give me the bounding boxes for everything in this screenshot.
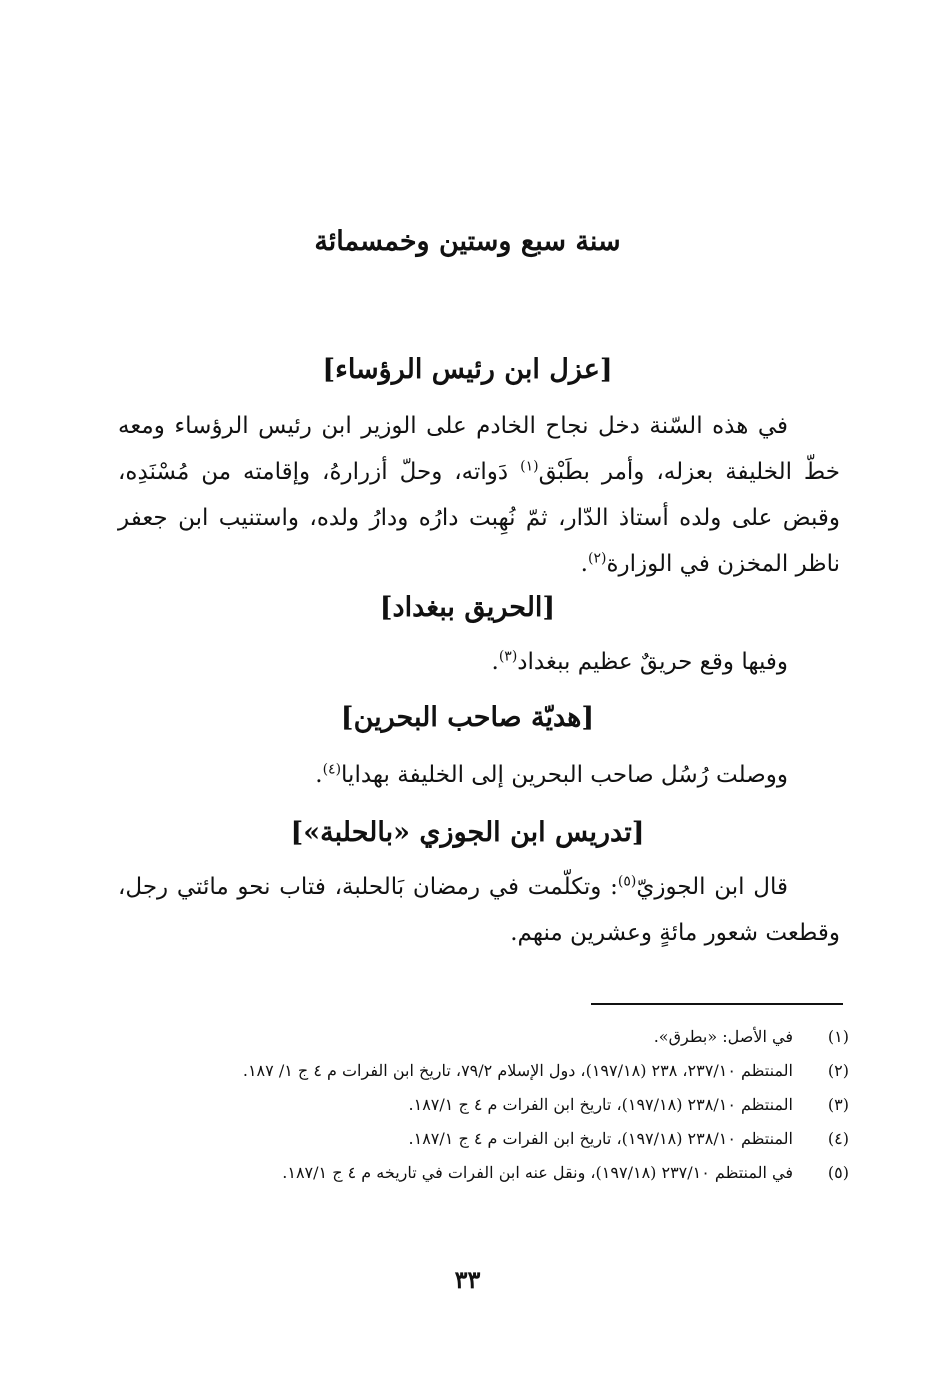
footnote-item	[150, 1122, 849, 1156]
footnote-item	[150, 1020, 849, 1054]
paragraph-end: .	[580, 551, 588, 577]
paragraph-text: دَواته، وحلّ أزرارهُ، وإقامته من مُسْنَدِه، وقبض على ولده أستاذ الدّار، ثمّ نُهِبت دارُه ودارُ ولده، واستنيب ابن جعفر ناظر المخزن في الوزارة	[118, 459, 840, 577]
footnote-ref[interactable]: (٢)	[587, 550, 607, 567]
paragraph-end: .	[315, 762, 323, 788]
footnote-ref[interactable]: (٤)	[322, 761, 342, 778]
footnote-number: (١)	[827, 1027, 849, 1046]
footnote-text: في الأصل: «بطرق».	[653, 1027, 793, 1046]
footnote-ref[interactable]: (٣)	[498, 648, 518, 665]
paragraph-end: .	[491, 649, 499, 675]
footnote-item	[150, 1054, 849, 1088]
page-number: ٣٣	[454, 1265, 481, 1294]
footnote-divider	[591, 1003, 843, 1005]
paragraph-text: وفيها وقع حريقٌ عظيم ببغداد	[517, 649, 788, 675]
section-paragraph-gift	[118, 752, 840, 798]
footnote-item	[150, 1156, 849, 1190]
section-paragraph-teaching	[118, 864, 840, 956]
section-heading-gift: [هديّة صاحب البحرين]	[340, 702, 595, 733]
footnote-item	[150, 1088, 849, 1122]
paragraph-text: في هذه السّنة دخل نجاح الخادم على الوزير ابن رئيس الرؤساء ومعه خطّ الخليفة بعزله، وأمر بطَبْق	[118, 413, 840, 485]
section-heading-dismissal: [عزل ابن رئيس الرؤساء]	[322, 354, 613, 385]
paragraph-text: : وتكلّمت في رمضان بَالحلبة، فتاب نحو مائتي رجل، وقطعت شعور مائةٍ وعشرين منهم.	[118, 874, 840, 946]
section-paragraph-fire	[118, 639, 840, 685]
footnote-number: (٣)	[827, 1095, 849, 1114]
footnotes	[150, 1020, 849, 1190]
footnote-ref[interactable]: (٥)	[617, 873, 637, 890]
footnote-ref[interactable]: (١)	[520, 458, 539, 475]
footnote-number: (٤)	[827, 1129, 849, 1148]
section-heading-fire: [الحريق ببغداد]	[379, 592, 556, 623]
chapter-title: سنة سبع وستين وخمسمائة	[314, 226, 621, 257]
footnote-number: (٥)	[827, 1163, 849, 1182]
paragraph-text: قال ابن الجوزيّ	[636, 874, 788, 900]
footnote-number: (٢)	[827, 1061, 849, 1080]
section-heading-teaching: [تدريس ابن الجوزي «بالحلبة»]	[290, 817, 645, 848]
paragraph-text: ووصلت رُسُل صاحب البحرين إلى الخليفة بهدايا	[341, 762, 788, 788]
footnote-text: المنتظم ٢٣٨/١٠ (١٩٧/١٨)، تاريخ ابن الفرات م ٤ ج ١٨٧/١.	[408, 1129, 793, 1148]
footnote-text: في المنتظم ٢٣٧/١٠ (١٩٧/١٨)، ونقل عنه ابن الفرات في تاريخه م ٤ ج ١٨٧/١.	[282, 1163, 793, 1182]
footnote-text: المنتظم ٢٣٨/١٠ (١٩٧/١٨)، تاريخ ابن الفرات م ٤ ج ١٨٧/١.	[408, 1095, 793, 1114]
section-paragraph-dismissal	[118, 403, 840, 587]
footnote-text: المنتظم ٢٣٧/١٠، ٢٣٨ (١٩٧/١٨)، دول الإسلام ٧٩/٢، تاريخ ابن الفرات م ٤ ج ١/ ١٨٧.	[242, 1061, 793, 1080]
